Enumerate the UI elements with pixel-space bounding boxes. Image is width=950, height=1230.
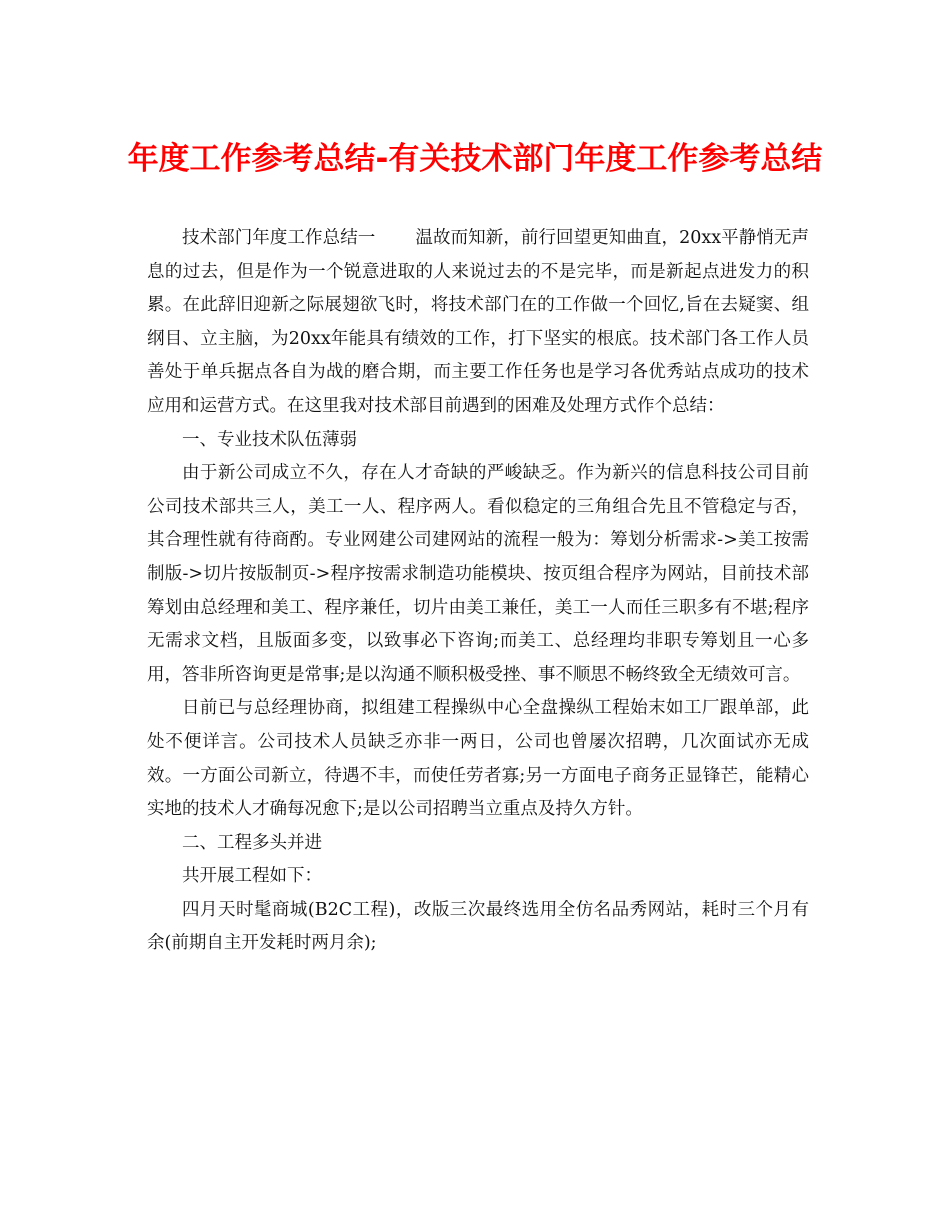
paragraph: 四月天时髦商城(B2C工程)，改版三次最终选用全仿名品秀网站，耗时三个月有余(前期自主开发耗时两月余); — [147, 899, 809, 954]
section-heading-2: 二、工程多头并进 — [182, 832, 322, 853]
paragraph: 日前已与总经理协商，拟组建工程操纵中心全盘操纵工程始末如工厂跟单部，此处不便详言。公司技术人员缺乏亦非一两日，公司也曾屡次招聘，几次面试亦无成效。一方面公司新立，待遇不丰，而使任劳者寡;另一方面电子商务正显锋芒，能精心实地的技术人才确每况愈下;是以公司招聘当立重点及持久方针。 — [147, 698, 809, 820]
section-heading-1: 一、专业技术队伍薄弱 — [182, 429, 357, 450]
document-title: 年度工作参考总结-有关技术部门年度工作参考总结 — [127, 141, 823, 177]
paragraph-text: 温故而知新，前行回望更知曲直，20xx平静悄无声息的过去，但是作为一个锐意进取的人来说过去的不是完毕，而是新起点进发力的积累。在此辞旧迎新之际展翅欲飞时，将技术部门在的工作做一个回忆,旨在去疑窦、组纲目、立主脑，为20xx年能具有绩效的工作，打下坚实的根底。技术部门各工作人员善处于单兵据点各自为战的磨合期，而主要工作任务也是学习各优秀站点成功的技术应用和运营方式。在这里我对技术部目前遇到的困难及处理方式作个总结： — [147, 228, 809, 416]
intro-heading: 技术部门年度工作总结一 — [182, 228, 376, 248]
paragraph: 由于新公司成立不久，存在人才奇缺的严峻缺乏。作为新兴的信息科技公司目前公司技术部共三人，美工一人、程序两人。看似稳定的三角组合先且不管稳定与否，其合理性就有待商酌。专业网建公司建网站的流程一般为：筹划分析需求->美工按需制版->切片按版制页->程序按需求制造功能模块、按页组合程序为网站，目前技术部筹划由总经理和美工、程序兼任，切片由美工兼任，美工一人而任三职多有不堪;程序无需求文档，且版面多变，以致事必下咨询;而美工、总经理均非职专筹划且一心多用，答非所咨询更是常事;是以沟通不顺积极受挫、事不顺思不畅终致全无绩效可言。 — [147, 463, 809, 685]
document-body — [147, 222, 809, 961]
paragraph: 共开展工程如下： — [182, 866, 322, 887]
intro-paragraph — [147, 222, 809, 424]
